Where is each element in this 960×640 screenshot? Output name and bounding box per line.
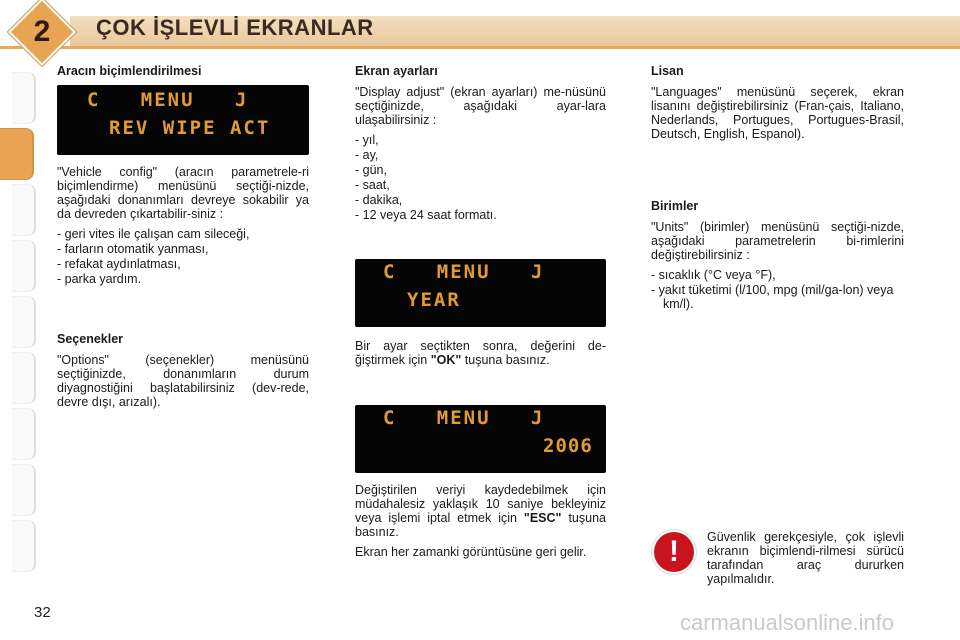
units-list: [651, 268, 904, 311]
chapter-tabs: [0, 62, 36, 582]
heading-vehicle-config: Aracın biçimlendirilmesi: [57, 64, 202, 78]
paragraph-vehicle-config: "Vehicle config" (aracın parametrele-ri biçimlendirme) menüsünü seçtiği-nizde, aşağıdaki donanımları devreye sokabilir ya da devreden çıkartabilir-siniz :: [57, 165, 309, 221]
paragraph-units: "Units" (birimler) menüsünü seçtiği-nizde, aşağıdaki parametrelerin bi-rimlerini değiştirebilirsiniz :: [651, 220, 904, 262]
lcd-display-vehicle-config: [57, 85, 309, 155]
text: tuşuna basınız.: [355, 511, 606, 539]
chapter-tab-2-active[interactable]: [0, 128, 34, 180]
list-item: - yakıt tüketimi (l/100, mpg (mil/ga-lon) veya km/l).: [651, 283, 904, 311]
heading-options: Seçenekler: [57, 332, 124, 346]
list-item: - parka yardım.: [57, 272, 309, 286]
chapter-tab-6[interactable]: [12, 352, 36, 404]
list-item: - dakika,: [355, 193, 606, 207]
list-item: - ay,: [355, 148, 606, 162]
exclamation-warning-icon: !: [654, 532, 694, 572]
chapter-number: 2: [33, 15, 51, 48]
lcd-display-year-value: [355, 405, 606, 473]
page-header: [0, 0, 960, 62]
chapter-tab-5[interactable]: [12, 296, 36, 348]
list-item: - geri vites ile çalışan cam sileceği,: [57, 227, 309, 241]
heading-language: Lisan: [651, 64, 684, 78]
paragraph-return-screen: Ekran her zamanki görüntüsüne geri gelir.: [355, 545, 587, 559]
text: Değiştirilen veriyi kaydedebilmek için müdahalesiz yaklaşık 10 saniye bekleyiniz veya işlemi iptal etmek için: [355, 483, 606, 525]
warning-note: [707, 530, 904, 592]
paragraph-language: "Languages" menüsünü seçerek, ekran lisanını değiştirebilirsiniz (Fran-çais, Italiano, Nederlands, Portugues, Portugues-Brasil, Deutsch, English, Espanol).: [651, 85, 904, 141]
chapter-tab-7[interactable]: [12, 408, 36, 460]
list-item: - refakat aydınlatması,: [57, 257, 309, 271]
watermark: carmanualsonline.info: [680, 610, 895, 635]
paragraph-display-adjust: "Display adjust" (ekran ayarları) me-nüsünü seçtiğinizde, aşağıdaki ayar-lara ulaşabilirsiniz :: [355, 85, 606, 127]
esc-key-label: "ESC": [523, 511, 562, 525]
chapter-tab-9[interactable]: [12, 520, 36, 572]
column-middle: [355, 64, 606, 565]
ok-key-label: "OK": [430, 353, 462, 367]
heading-display-adjust: Ekran ayarları: [355, 64, 438, 78]
chapter-tab-3[interactable]: [12, 184, 36, 236]
lcd-display-year: [355, 259, 606, 327]
lcd-line-1: C MENU J: [383, 407, 545, 429]
lcd-line-2: 2006: [543, 435, 593, 457]
text: Bir ayar seçtikten sonra, değerini de-ğiştirmek için: [355, 339, 606, 367]
text: tuşuna basınız.: [461, 353, 550, 367]
display-adjust-list: [355, 133, 606, 222]
paragraph-esc-instruction: [355, 483, 606, 539]
lcd-line-2: REV WIPE ACT: [109, 117, 271, 139]
chapter-tab-4[interactable]: [12, 240, 36, 292]
chapter-tab-8[interactable]: [12, 464, 36, 516]
page-title: ÇOK İŞLEVLİ EKRANLAR: [96, 15, 374, 40]
column-right: [651, 64, 904, 312]
chapter-tab-1[interactable]: [12, 72, 36, 124]
heading-units: Birimler: [651, 199, 699, 213]
list-item: - saat,: [355, 178, 606, 192]
lcd-line-1: C MENU J: [87, 89, 249, 111]
list-item: - yıl,: [355, 133, 606, 147]
warning-text: Güvenlik gerekçesiyle, çok işlevli ekranın biçimlendi-rilmesi sürücü tarafından araç dururken yapılmalıdır.: [707, 530, 904, 586]
list-item: - 12 veya 24 saat formatı.: [355, 208, 606, 222]
page-number: 32: [34, 604, 51, 621]
paragraph-options: "Options" (seçenekler) menüsünü seçtiğinizde, donanımların durum diyagnostiğini başlatabilirsiniz (dev-rede, devre dışı, arızalı).: [57, 353, 309, 409]
list-item: - gün,: [355, 163, 606, 177]
vehicle-config-list: [57, 227, 309, 286]
header-rule: [0, 46, 960, 49]
list-item: - farların otomatik yanması,: [57, 242, 309, 256]
paragraph-ok-instruction: [355, 339, 606, 367]
lcd-line-1: C MENU J: [383, 261, 545, 283]
list-item: - sıcaklık (°C veya °F),: [651, 268, 904, 282]
column-left: [57, 64, 309, 415]
lcd-line-2: YEAR: [407, 289, 461, 311]
